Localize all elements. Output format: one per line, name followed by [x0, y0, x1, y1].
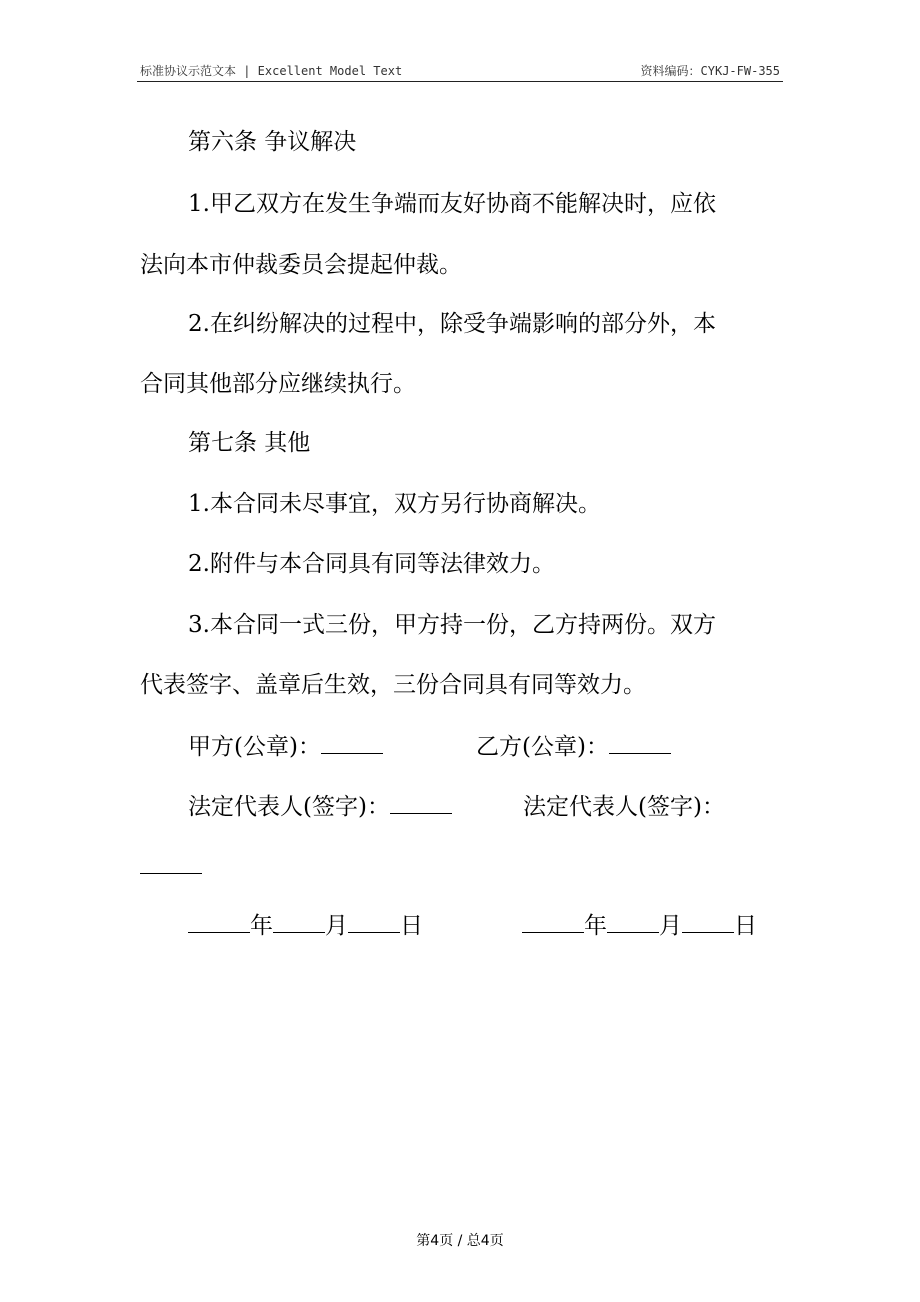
date-a-year-label: 年 — [250, 913, 273, 939]
article-6-item-2-line-1: 2.在纠纷解决的过程中，除受争端影响的部分外，本 — [188, 311, 716, 337]
legal-rep-b — [523, 787, 725, 827]
page-number: 第4页 / 总4页 — [416, 1233, 504, 1249]
party-a-seal — [188, 727, 383, 767]
party-a-seal-blank[interactable] — [321, 731, 383, 754]
header-left-text: 标准协议示范文本 | Excellent Model Text — [140, 64, 403, 78]
date-a-day-blank[interactable] — [348, 910, 400, 933]
date-b — [522, 906, 757, 946]
page-header — [140, 62, 780, 80]
date-b-day-blank[interactable] — [682, 910, 734, 933]
article-7-title: 第七条 其他 — [188, 430, 311, 456]
date-b-month-label: 月 — [659, 913, 682, 939]
article-7-item-2: 2.附件与本合同具有同等法律效力。 — [188, 551, 555, 577]
legal-rep-b-line — [140, 847, 202, 887]
article-7-item-3-line-2: 代表签字、盖章后生效，三份合同具有同等效力。 — [140, 672, 646, 698]
legal-rep-a-blank[interactable] — [390, 791, 452, 814]
party-b-seal — [476, 727, 671, 767]
date-a-year-blank[interactable] — [188, 910, 250, 933]
article-6-item-1-line-1: 1.甲乙双方在发生争端而友好协商不能解决时，应依 — [188, 191, 716, 217]
article-6-item-1-line-2: 法向本市仲裁委员会提起仲裁。 — [140, 252, 462, 278]
date-a-month-blank[interactable] — [273, 910, 325, 933]
article-7-item-3-line-1: 3.本合同一式三份，甲方持一份，乙方持两份。双方 — [188, 612, 716, 638]
document-code: 资料编码：CYKJ-FW-355 — [640, 64, 780, 78]
date-b-day-label: 日 — [734, 913, 757, 939]
party-b-seal-blank[interactable] — [609, 731, 671, 754]
header-divider — [137, 81, 783, 82]
legal-rep-b-blank[interactable] — [140, 851, 202, 874]
date-b-year-blank[interactable] — [522, 910, 584, 933]
legal-rep-b-label: 法定代表人(签字)： — [523, 794, 725, 820]
date-a — [188, 906, 423, 946]
legal-rep-a-label: 法定代表人(签字)： — [188, 794, 390, 820]
article-6-item-2-line-2: 合同其他部分应继续执行。 — [140, 371, 416, 397]
article-6-title: 第六条 争议解决 — [188, 129, 357, 155]
party-b-seal-label: 乙方(公章)： — [476, 734, 609, 760]
legal-rep-a — [188, 787, 452, 827]
article-7-item-1: 1.本合同未尽事宜，双方另行协商解决。 — [188, 491, 601, 517]
date-b-year-label: 年 — [584, 913, 607, 939]
date-a-day-label: 日 — [400, 913, 423, 939]
date-a-month-label: 月 — [325, 913, 348, 939]
party-a-seal-label: 甲方(公章)： — [188, 734, 321, 760]
date-b-month-blank[interactable] — [607, 910, 659, 933]
